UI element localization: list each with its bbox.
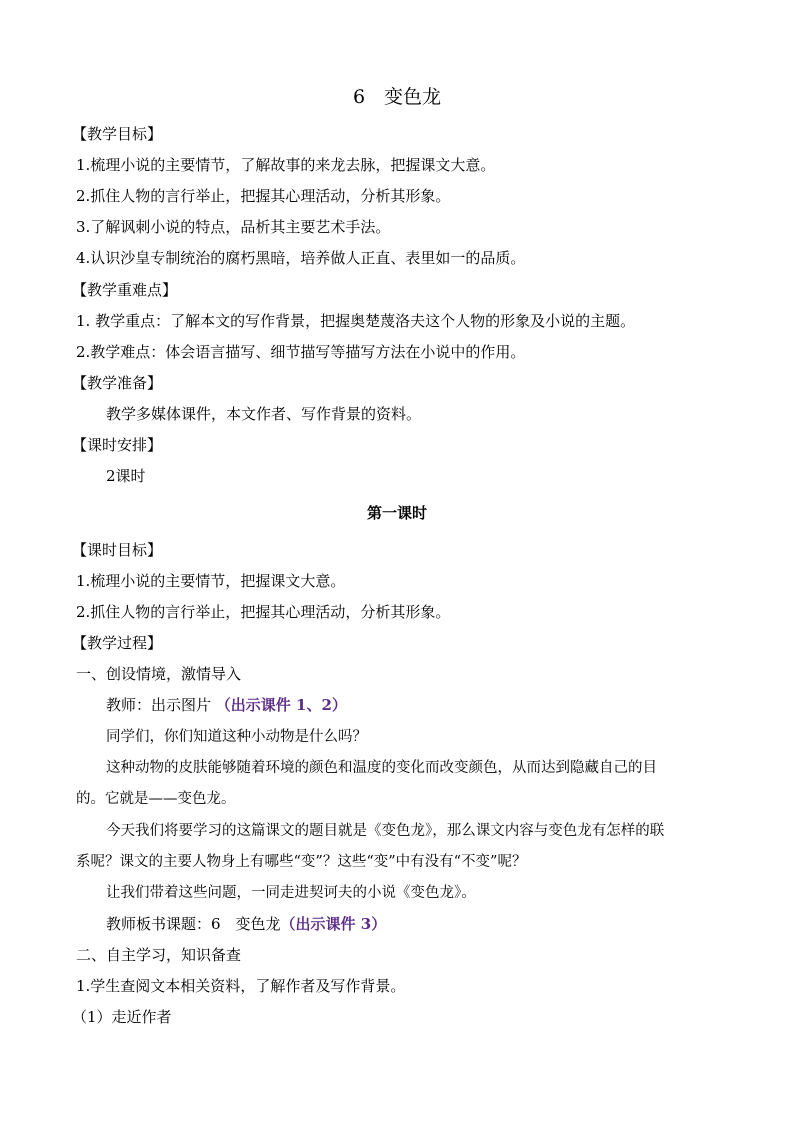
step2-heading: 二、自主学习，知识备查	[76, 946, 242, 964]
key-points-heading: 【教学重难点】	[72, 281, 178, 299]
step1-heading: 一、创设情境，激情导入	[76, 665, 242, 683]
step2-subitem: （1）走近作者	[72, 1008, 172, 1026]
courseware-note: （出示课件 1、2）	[215, 696, 347, 714]
lesson1-heading: 第一课时	[366, 504, 427, 522]
paragraph-line: 让我们带着这些问题，一同走进契诃夫的小说《变色龙》。	[106, 885, 476, 901]
prep-heading: 【教学准备】	[72, 374, 163, 392]
board-title-line	[106, 914, 386, 934]
key-point-item: 1. 教学重点：了解本文的写作背景，把握奥楚蔑洛夫这个人物的形象及小说的主题。	[76, 312, 636, 330]
lesson-goal-item: 2.抓住人物的言行举止，把握其心理活动，分析其形象。	[76, 603, 451, 621]
goal-item: 3.了解讽刺小说的特点，品析其主要艺术手法。	[76, 218, 391, 236]
teacher-show-text: 教师：出示图片	[106, 696, 212, 714]
lesson-goal-item: 1.梳理小说的主要情节，把握课文大意。	[76, 572, 346, 590]
teacher-show-line	[106, 695, 347, 715]
goal-item: 4.认识沙皇专制统治的腐朽黑暗，培养做人正直、表里如一的品质。	[76, 249, 526, 267]
goals-heading: 【教学目标】	[72, 125, 163, 143]
step2-item: 1.学生查阅文本相关资料，了解作者及写作背景。	[76, 977, 406, 995]
paragraph-line: 系呢？课文的主要人物身上有哪些“变”？这些“变”中有没有“不变”呢？	[76, 854, 527, 870]
prep-text: 教学多媒体课件，本文作者、写作背景的资料。	[106, 405, 422, 423]
lesson-goals-heading: 【课时目标】	[72, 541, 163, 559]
paragraph-line: 这种动物的皮肤能够随着环境的颜色和温度的变化而改变颜色，从而达到隐藏自己的目	[106, 760, 657, 776]
paragraph-line: 今天我们将要学习的这篇课文的题目就是《变色龙》，那么课文内容与变色龙有怎样的联	[106, 823, 665, 839]
goal-item: 1.梳理小说的主要情节，了解故事的来龙去脉，把握课文大意。	[76, 156, 496, 174]
process-heading: 【教学过程】	[72, 634, 163, 652]
schedule-text: 2课时	[106, 467, 146, 485]
goal-item: 2.抓住人物的言行举止，把握其心理活动，分析其形象。	[76, 187, 451, 205]
schedule-heading: 【课时安排】	[72, 436, 163, 454]
key-point-item: 2.教学难点：体会语言描写、细节描写等描写方法在小说中的作用。	[76, 343, 526, 361]
question-text: 同学们，你们知道这种小动物是什么吗？	[106, 729, 367, 745]
courseware-note: （出示课件 3）	[280, 915, 387, 933]
board-title-text: 教师板书课题：6 变色龙	[106, 915, 281, 933]
paragraph-line: 的。它就是——变色龙。	[76, 791, 236, 807]
lesson-title: 6 变色龙	[352, 86, 442, 108]
